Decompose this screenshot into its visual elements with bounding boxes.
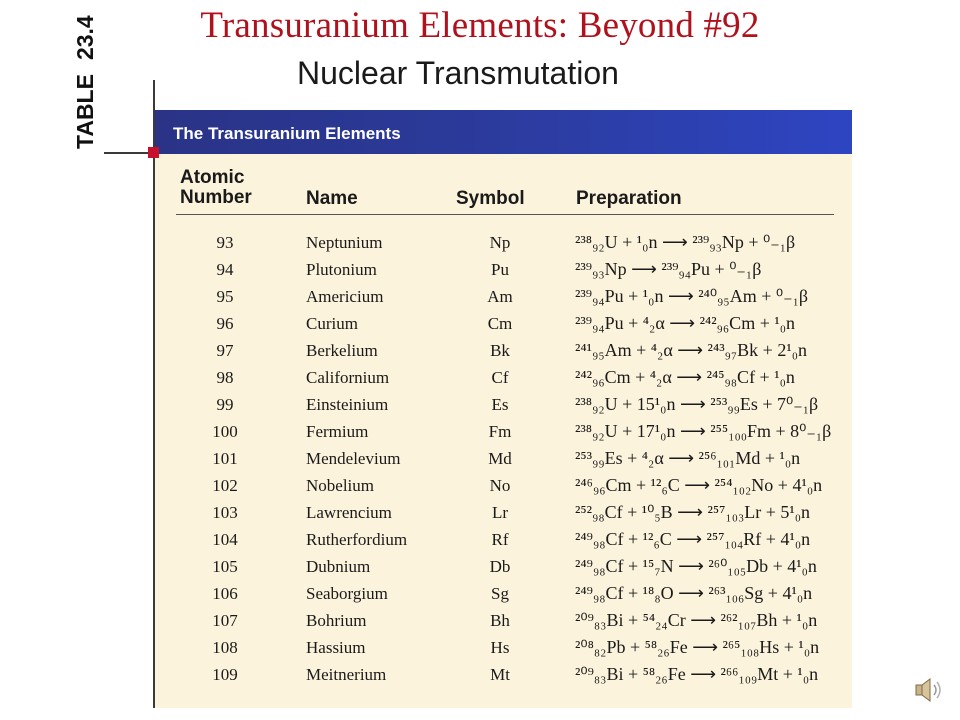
preparation-cell: ²³⁸₉₂U + ¹₀n ⟶ ²³⁹₉₃Np + ⁰₋₁β [575,232,796,252]
table-marker [148,147,159,158]
element-name-cell: Curium [306,314,358,333]
element-symbol-cell: Bk [490,341,510,360]
element-symbol-cell: Cf [491,368,509,387]
table-word: TABLE [71,74,98,149]
table-row [155,526,852,553]
element-name-cell: Hassium [306,638,366,657]
atomic-number-cell: 99 [216,395,234,414]
element-symbol-cell: Hs [490,638,510,657]
preparation-cell: ²⁴⁶₉₆Cm + ¹²₆C ⟶ ²⁵⁴₁₀₂No + 4¹₀n [575,475,823,495]
table-row [155,256,852,283]
preparation-cell: ²⁴⁹₉₈Cf + ¹⁸₈O ⟶ ²⁶³₁₀₆Sg + 4¹₀n [575,583,813,603]
table-row [155,337,852,364]
element-symbol-cell: Bh [490,611,510,630]
element-name-cell: Rutherfordium [306,530,408,549]
column-header-symbol: Symbol [456,188,525,209]
table-row [155,283,852,310]
element-symbol-cell: No [489,476,511,495]
table-row [155,634,852,661]
table-header-bar: The Transuranium Elements [155,110,852,154]
atomic-number-cell: 96 [216,314,234,333]
preparation-cell: ²³⁸₉₂U + 15¹₀n ⟶ ²⁵³₉₉Es + 7⁰₋₁β [575,394,819,414]
atomic-number-cell: 107 [212,611,238,630]
element-symbol-cell: Es [491,395,509,414]
element-symbol-cell: Cm [487,314,513,333]
atomic-number-cell: 94 [216,260,234,279]
element-name-cell: Bohrium [306,611,367,630]
column-header-atomic-number: Atomic Number [180,167,252,208]
element-symbol-cell: Fm [488,422,512,441]
preparation-cell: ²⁴⁹₉₈Cf + ¹²₆C ⟶ ²⁵⁷₁₀₄Rf + 4¹₀n [575,529,811,549]
element-name-cell: Fermium [306,422,369,441]
preparation-cell: ²⁴¹₉₅Am + ⁴₂α ⟶ ²⁴³₉₇Bk + 2¹₀n [575,340,808,360]
table-row [155,553,852,580]
preparation-cell: ²⁵³₉₉Es + ⁴₂α ⟶ ²⁵⁶₁₀₁Md + ¹₀n [575,448,801,468]
element-name-cell: Nobelium [306,476,374,495]
table-row [155,229,852,256]
speaker-icon[interactable] [914,676,944,704]
preparation-cell: ²⁵²₉₈Cf + ¹⁰₅B ⟶ ²⁵⁷₁₀₃Lr + 5¹₀n [575,502,811,522]
table-side-label [69,15,101,153]
atomic-number-cell: 93 [216,233,234,252]
element-name-cell: Neptunium [306,233,383,252]
preparation-cell: ²³⁹₉₄Pu + ⁴₂α ⟶ ²⁴²₉₆Cm + ¹₀n [575,313,796,333]
table-row [155,580,852,607]
element-symbol-cell: Db [489,557,511,576]
table-side-tick [104,152,154,154]
element-name-cell: Einsteinium [306,395,389,414]
table-row [155,391,852,418]
element-name-cell: Californium [306,368,390,387]
element-name-cell: Mendelevium [306,449,401,468]
element-symbol-cell: Mt [490,665,510,684]
preparation-cell: ²³⁸₉₂U + 17¹₀n ⟶ ²⁵⁵₁₀₀Fm + 8⁰₋₁β [575,421,832,441]
element-name-cell: Meitnerium [306,665,387,684]
table-row [155,364,852,391]
element-symbol-cell: Md [488,449,512,468]
element-name-cell: Dubnium [306,557,371,576]
element-symbol-cell: Pu [491,260,509,279]
atomic-number-cell: 95 [216,287,234,306]
preparation-cell: ²⁴⁹₉₈Cf + ¹⁵₇N ⟶ ²⁶⁰₁₀₅Db + 4¹₀n [575,556,817,576]
element-name-cell: Americium [306,287,384,306]
table-row [155,472,852,499]
column-header-preparation: Preparation [576,188,682,209]
preparation-cell: ²³⁹₉₃Np ⟶ ²³⁹₉₄Pu + ⁰₋₁β [575,259,762,279]
element-symbol-cell: Np [489,233,511,252]
preparation-cell: ²³⁹₉₄Pu + ¹₀n ⟶ ²⁴⁰₉₅Am + ⁰₋₁β [575,286,808,306]
preparation-cell: ²⁴²₉₆Cm + ⁴₂α ⟶ ²⁴⁵₉₈Cf + ¹₀n [575,367,795,387]
element-name-cell: Plutonium [306,260,377,279]
preparation-cell: ²⁰⁸₈₂Pb + ⁵⁸₂₆Fe ⟶ ²⁶⁵₁₀₈Hs + ¹₀n [575,637,820,657]
table-row [155,445,852,472]
table-number: 23.4 [71,15,98,61]
atomic-number-cell: 98 [216,368,234,387]
atomic-number-cell: 102 [212,476,238,495]
atomic-number-cell: 101 [212,449,238,468]
element-name-cell: Berkelium [306,341,378,360]
atomic-number-cell: 105 [212,557,238,576]
atomic-number-cell: 108 [212,638,238,657]
element-symbol-cell: Am [487,287,513,306]
table-row [155,499,852,526]
slide-subtitle: Nuclear Transmutation [297,55,619,91]
element-symbol-cell: Sg [491,584,509,603]
atomic-number-cell: 106 [212,584,238,603]
table-row [155,607,852,634]
atomic-number-cell: 97 [216,341,234,360]
atomic-number-cell: 103 [212,503,238,522]
element-name-cell: Lawrencium [306,503,392,522]
atomic-number-cell: 104 [212,530,238,549]
atomic-number-cell: 109 [212,665,238,684]
preparation-cell: ²⁰⁹₈₃Bi + ⁵⁴₂₄Cr ⟶ ²⁶²₁₀₇Bh + ¹₀n [575,610,818,630]
table-row [155,418,852,445]
atomic-number-cell: 100 [212,422,238,441]
element-symbol-cell: Rf [491,530,509,549]
slide-title: Transuranium Elements: Beyond #92 [200,5,760,46]
element-name-cell: Seaborgium [306,584,388,603]
preparation-cell: ²⁰⁹₈₃Bi + ⁵⁸₂₆Fe ⟶ ²⁶⁶₁₀₉Mt + ¹₀n [575,664,819,684]
column-header-name: Name [306,188,358,209]
element-symbol-cell: Lr [491,503,509,522]
header-rule [176,214,834,215]
table-row [155,310,852,337]
table-row [155,661,852,688]
